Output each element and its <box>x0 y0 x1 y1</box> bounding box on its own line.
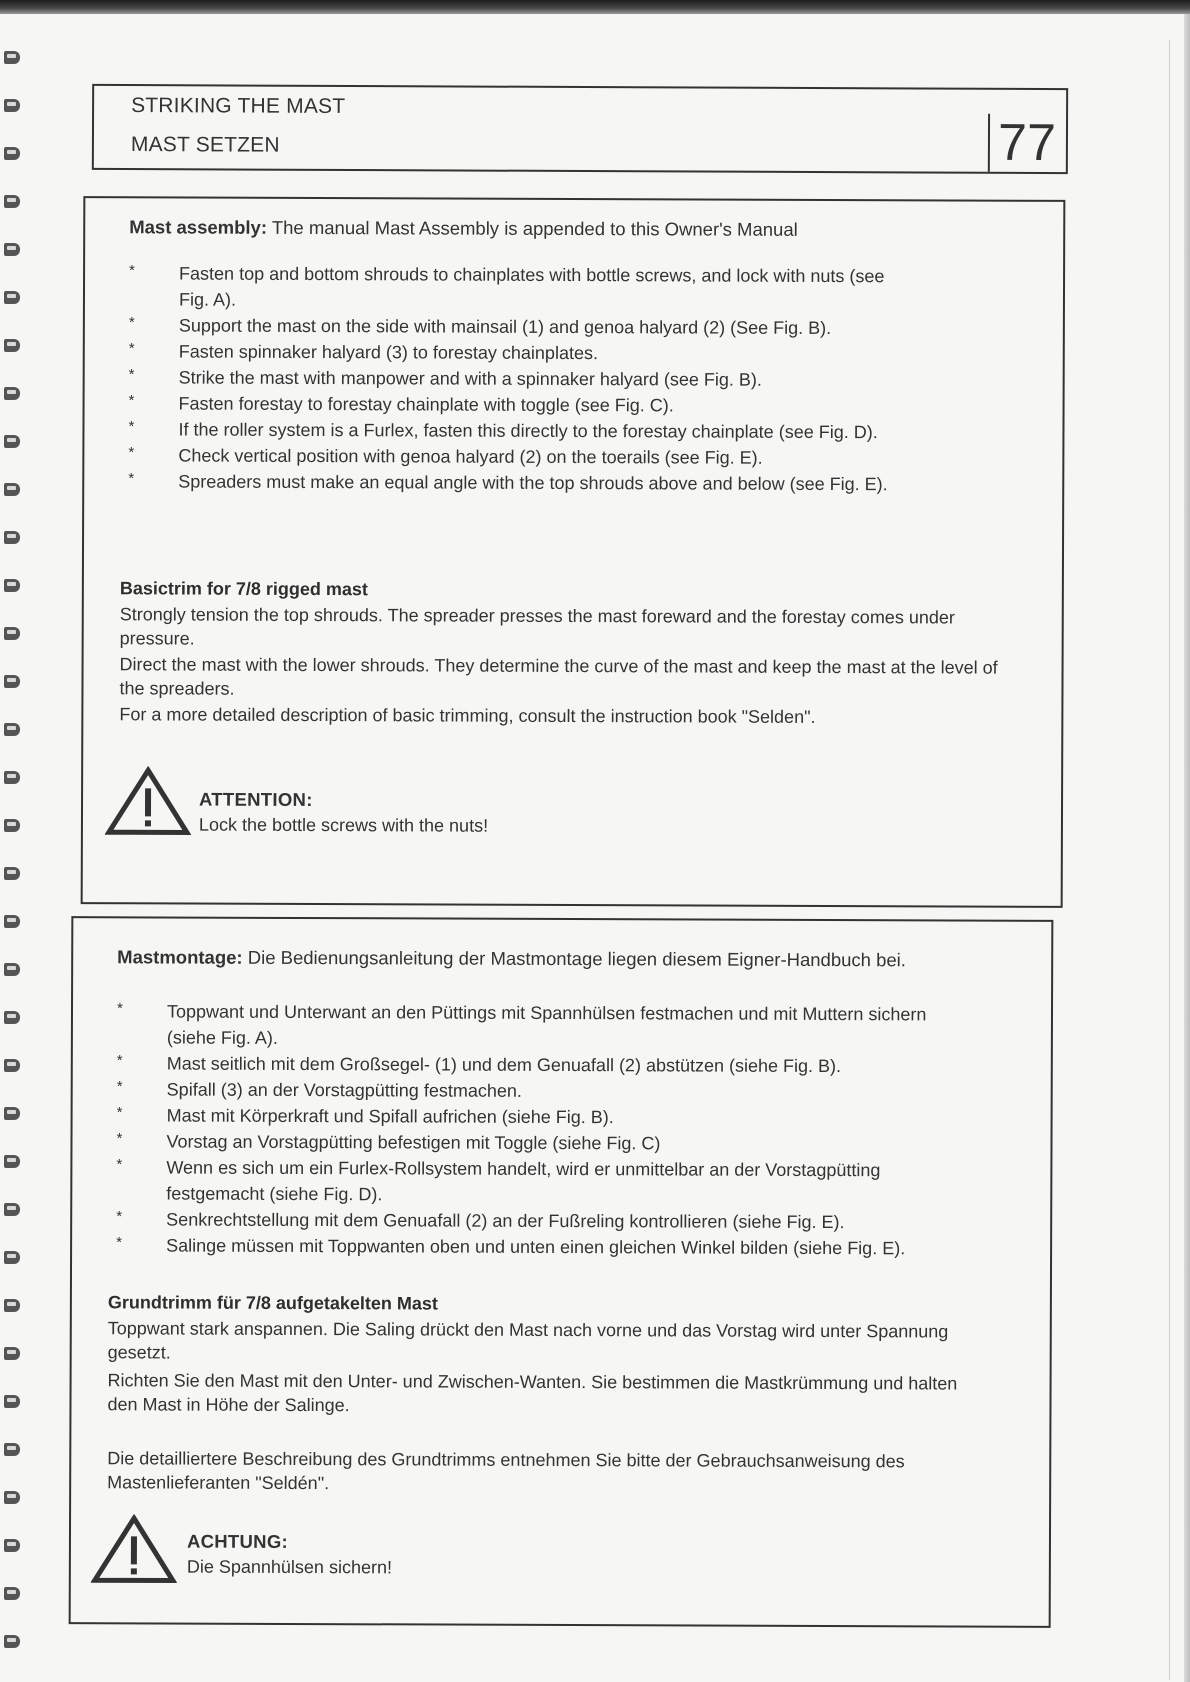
binding-ring <box>4 384 22 404</box>
english-section <box>81 196 1066 908</box>
binding-ring <box>4 192 22 212</box>
list-item: * Wenn es sich um ein Furlex-Rollsystem handelt, wird er unmittelbar an der Vorstagpütting festgemacht (siehe Fig. D). <box>116 1154 956 1209</box>
binding-ring <box>4 1488 22 1508</box>
bullet-star: * <box>116 1208 123 1226</box>
binding-ring <box>4 912 22 932</box>
list-item: * Check vertical position with genoa halyard (2) on the toerails (see Fig. E). <box>128 442 898 471</box>
page-edge-shadow <box>1169 40 1170 1680</box>
bullet-star: * <box>116 1078 123 1096</box>
binding-ring <box>4 768 22 788</box>
binding-ring <box>4 960 22 980</box>
bullet-star: * <box>116 1052 123 1070</box>
binding-ring <box>4 1152 22 1172</box>
list-item: * Vorstag an Vorstagpütting befestigen mit Toggle (siehe Fig. C) <box>116 1128 956 1157</box>
binding-ring <box>4 1296 22 1316</box>
binding-ring <box>4 96 22 116</box>
trim-paragraph: For a more detailed description of basic trimming, consult the instruction book "Selden". <box>119 704 816 727</box>
warning-triangle-icon <box>105 766 191 836</box>
trim-paragraph: Toppwant stark anspannen. Die Saling drückt den Mast nach vorne und das Vorstag wird unter Spannung gesetzt. <box>107 1318 949 1363</box>
trim-paragraph: Direct the mast with the lower shrouds. They determine the curve of the mast and keep the mast at the level of the spreaders. <box>119 654 998 699</box>
mast-assembly-intro <box>129 216 798 241</box>
page-header <box>92 84 1068 174</box>
binding-ring <box>4 1248 22 1268</box>
bullet-star: * <box>128 444 135 462</box>
mastmontage-intro <box>117 946 906 971</box>
binding-ring <box>4 1200 22 1220</box>
bullet-star: * <box>129 262 135 280</box>
binding-ring <box>4 1632 22 1652</box>
basictrim-title: Basictrim for 7/8 rigged mast <box>119 578 368 600</box>
assembly-steps-list <box>128 260 899 497</box>
bullet-star: * <box>116 1000 123 1018</box>
montage-steps-list <box>116 998 957 1261</box>
intro-text: Die Bedienungsanleitung der Mastmontage liegen diesem Eigner-Handbuch bei. <box>242 946 906 971</box>
binding-ring <box>4 1536 22 1556</box>
binding-ring <box>4 240 22 260</box>
list-item: * Spreaders must make an equal angle with the top shrouds above and below (see Fig. E). <box>128 468 898 497</box>
intro-label: Mast assembly: <box>129 216 268 238</box>
list-item: * Mast mit Körperkraft und Spifall aufrichen (siehe Fig. B). <box>117 1102 957 1131</box>
binding-ring <box>4 1344 22 1364</box>
binding-ring <box>4 336 22 356</box>
binding-ring <box>4 144 22 164</box>
binding-ring <box>4 1056 22 1076</box>
title-german: MAST SETZEN <box>130 133 280 157</box>
bullet-star: * <box>128 470 135 488</box>
title-english: STRIKING THE MAST <box>131 94 346 118</box>
binding-ring <box>4 624 22 644</box>
binding-ring <box>4 864 22 884</box>
intro-text: The manual Mast Assembly is appended to this Owner's Manual <box>267 216 798 240</box>
list-item: * Salinge müssen mit Toppwanten oben und unten einen gleichen Winkel bilden (siehe Fig. E). <box>116 1232 956 1261</box>
list-item: * Toppwant und Unterwant an den Püttings mit Spannhülsen festmachen und mit Muttern sichern (siehe Fig. A). <box>117 998 957 1053</box>
list-item: * Strike the mast with manpower and with a spinnaker halyard (see Fig. B). <box>129 364 899 393</box>
bullet-star: * <box>116 1234 122 1252</box>
binding-ring <box>4 1584 22 1604</box>
bullet-star: * <box>128 314 135 332</box>
bullet-star: * <box>116 1130 123 1148</box>
list-item: * Fasten forestay to forestay chainplate with toggle (see Fig. C). <box>129 390 899 419</box>
scan-top-edge <box>0 0 1190 14</box>
list-item: * Support the mast on the side with mainsail (1) and genoa halyard (2) (See Fig. B). <box>129 312 899 341</box>
binding-ring <box>4 816 22 836</box>
grundtrimm-title: Grundtrimm für 7/8 aufgetakelten Mast <box>107 1292 438 1314</box>
warning-text: Die Spannhülsen sichern! <box>186 1556 393 1578</box>
binding-ring <box>4 672 22 692</box>
german-section <box>69 916 1054 1628</box>
list-item: * Spifall (3) an der Vorstagpütting festmachen. <box>117 1076 957 1105</box>
binding-ring <box>4 720 22 740</box>
warning-triangle-icon <box>91 1514 177 1584</box>
binding-ring <box>4 1104 22 1124</box>
bullet-star: * <box>128 340 135 358</box>
list-item: * Mast seitlich mit dem Großsegel- (1) und dem Genuafall (2) abstützen (siehe Fig. B). <box>117 1050 957 1079</box>
binding-ring <box>4 288 22 308</box>
binding-ring <box>4 1392 22 1412</box>
list-item: * Senkrechtstellung mit dem Genuafall (2) an der Fußreling kontrollieren (siehe Fig. E). <box>116 1206 956 1235</box>
bullet-star: * <box>128 418 135 436</box>
warning-title: ATTENTION: <box>199 788 313 811</box>
binding-ring <box>4 528 22 548</box>
trim-paragraph: Strongly tension the top shrouds. The spreader presses the mast foreward and the forestay comes under pressure. <box>119 604 955 649</box>
spiral-binding <box>0 48 26 1668</box>
binding-ring <box>4 432 22 452</box>
bullet-star: * <box>116 1156 123 1174</box>
binding-ring <box>4 1440 22 1460</box>
bullet-star: * <box>128 392 135 410</box>
page-number: 77 <box>988 114 1056 172</box>
list-item: * If the roller system is a Furlex, fasten this directly to the forestay chainplate (see Fig. D). <box>128 416 898 445</box>
bullet-star: * <box>116 1104 123 1122</box>
warning-title: ACHTUNG: <box>186 1530 289 1552</box>
scan-right-edge <box>1184 14 1190 1682</box>
list-item: * Fasten top and bottom shrouds to chainplates with bottle screws, and lock with nuts (see Fig. A). <box>129 260 899 315</box>
trim-paragraph: Die detailliertere Beschreibung des Grundtrimms entnehmen Sie bitte der Gebrauchsanweisung des Mastenlieferanten "Seldén". <box>107 1448 905 1494</box>
binding-ring <box>4 48 22 68</box>
intro-label: Mastmontage: <box>117 946 243 968</box>
bullet-star: * <box>128 366 135 384</box>
binding-ring <box>4 480 22 500</box>
list-item: * Fasten spinnaker halyard (3) to forestay chainplates. <box>129 338 899 367</box>
trim-paragraph: Richten Sie den Mast mit den Unter- und Zwischen-Wanten. Sie bestimmen die Mastkrümmung und halten den Mast in Höhe der Salinge. <box>107 1370 958 1416</box>
binding-ring <box>4 1008 22 1028</box>
binding-ring <box>4 576 22 596</box>
warning-text: Lock the bottle screws with the nuts! <box>198 814 489 836</box>
